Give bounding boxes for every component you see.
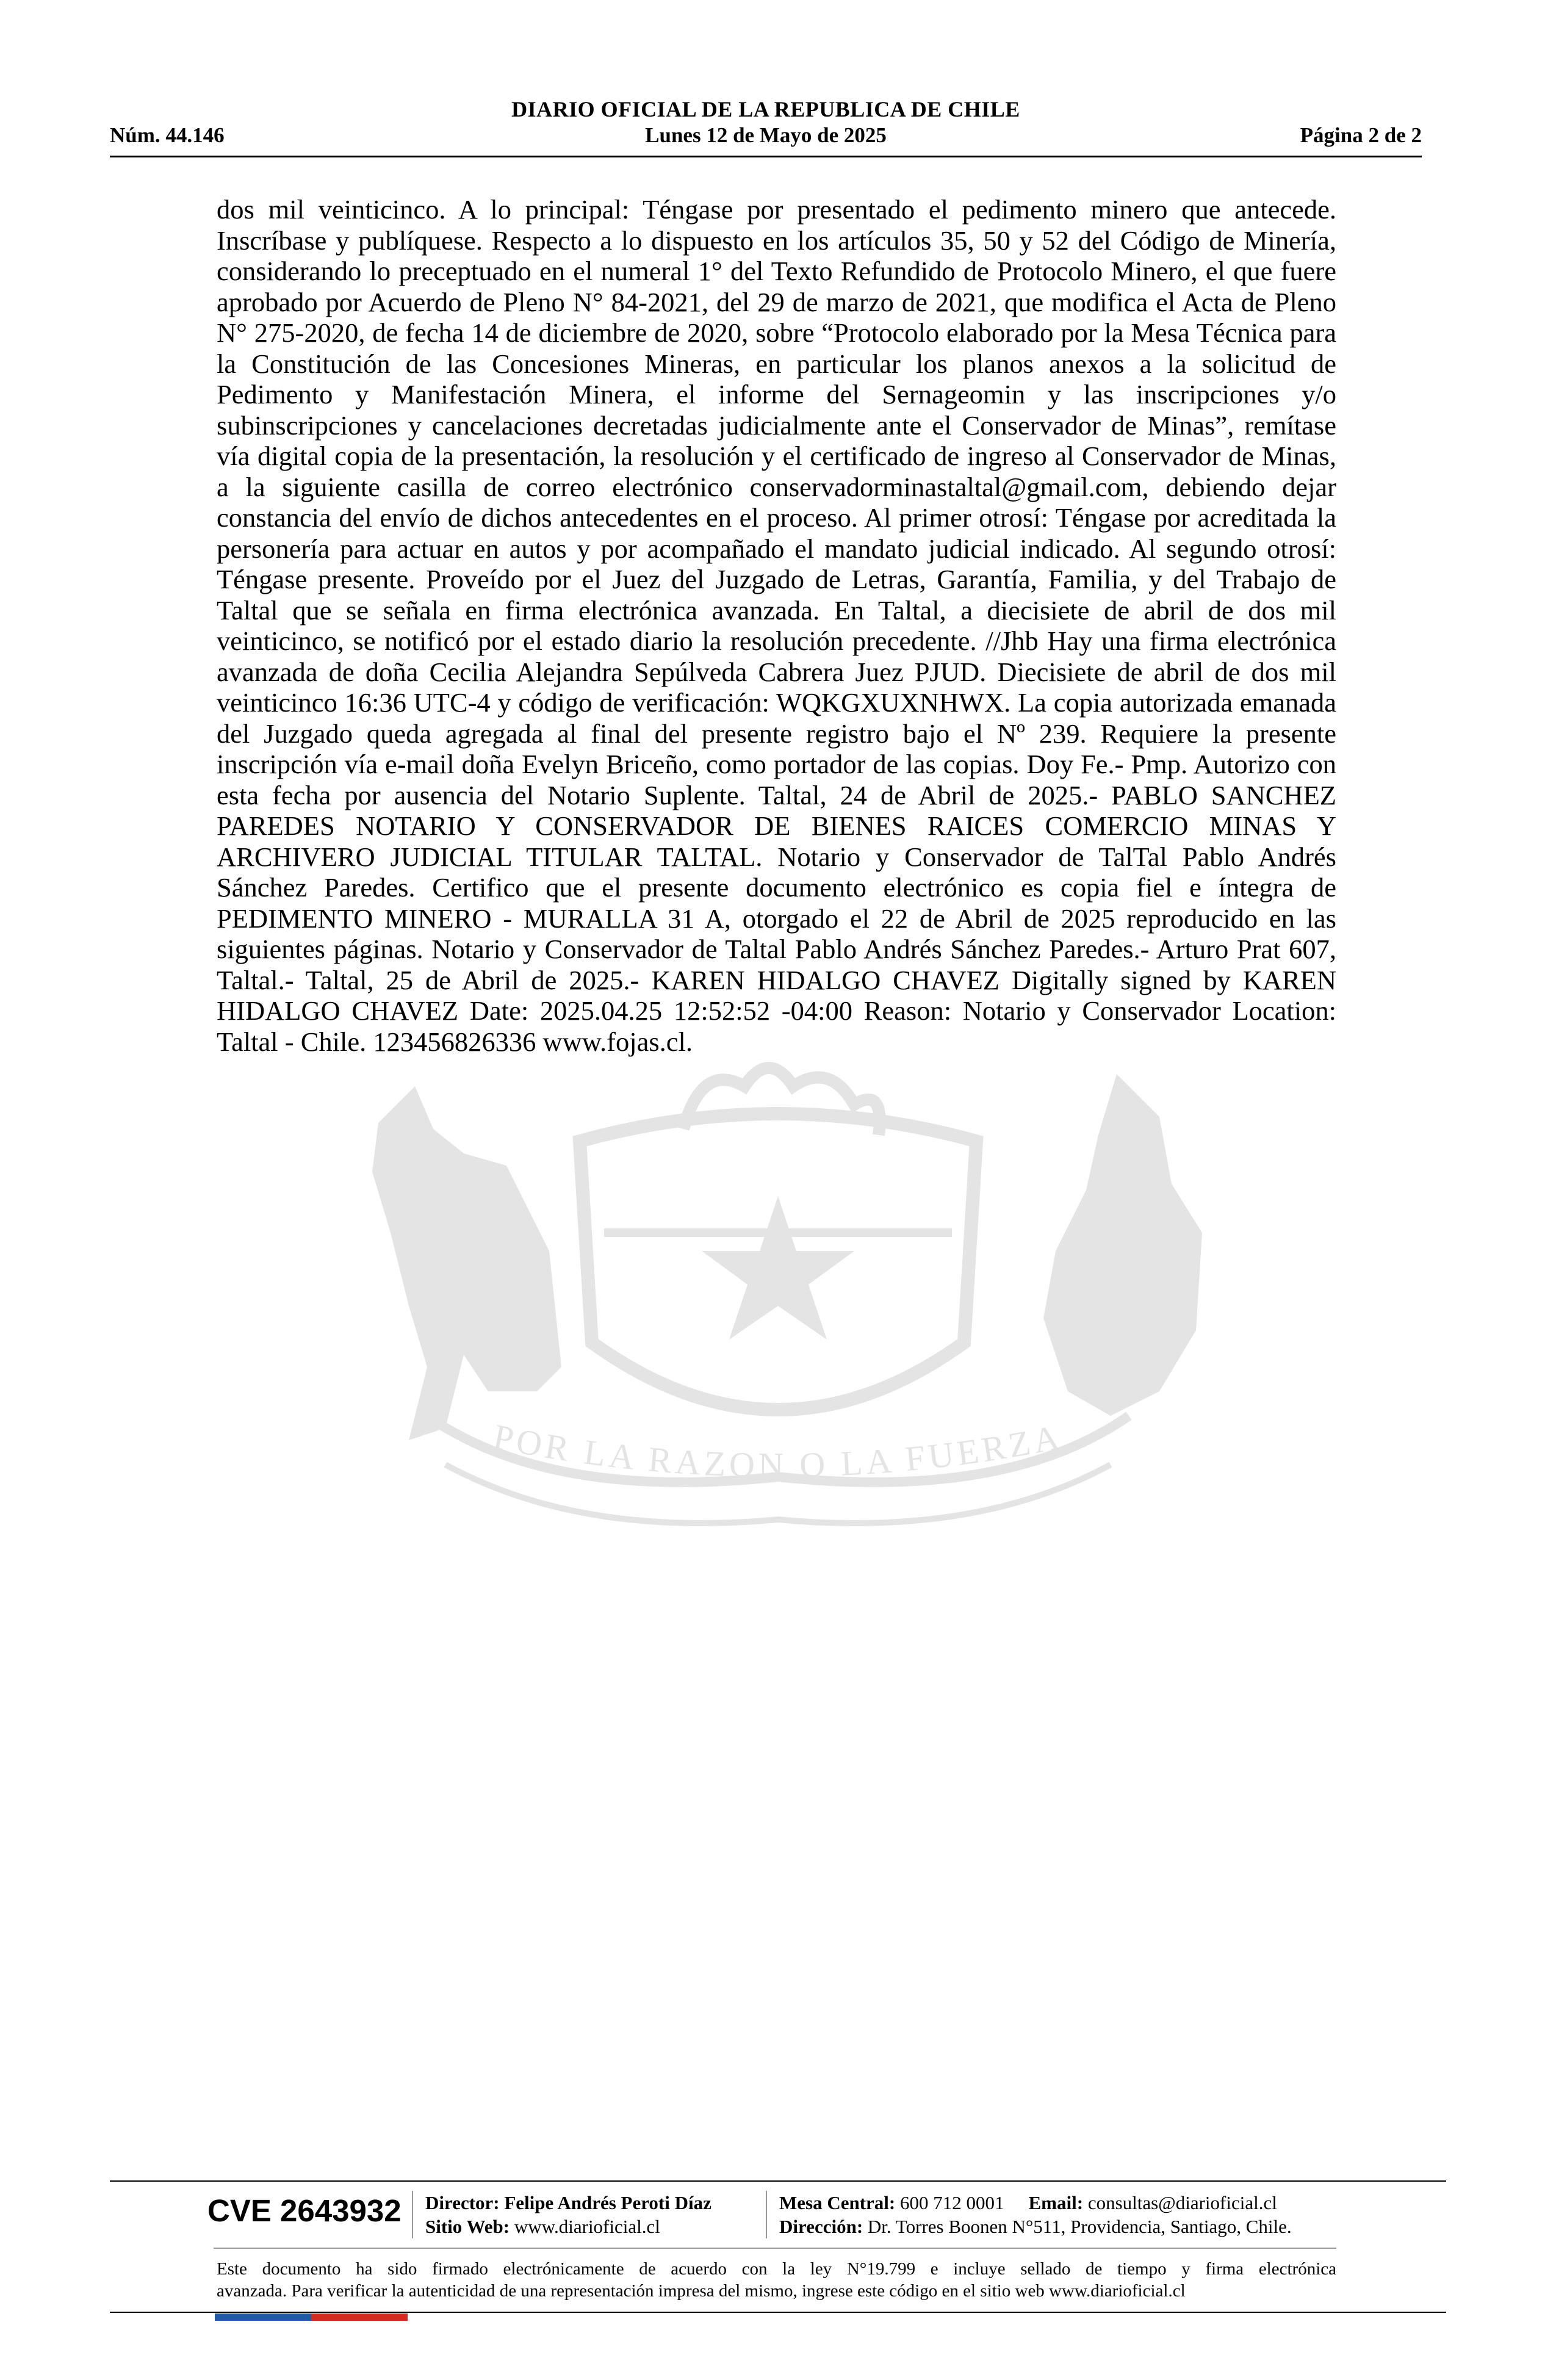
star-icon <box>702 1196 854 1340</box>
coat-of-arms-watermark <box>305 1050 1251 1660</box>
document-body: dos mil veinticinco. A lo principal: Téngase por presentado el pedimento minero que antecede. Inscríbase y publíquese. Respecto a lo dispuesto en los artículos 35, 50 y 52 del Código de Minería, considerando lo preceptuado en el numeral 1° del Texto Refundido de Protocolo Minero, el que fuere aprobado por Acuerdo de Pleno N° 84-2021, del 29 de marzo de 2021, que modifica el Acta de Pleno N° 275-2020, de fecha 14 de diciembre de 2020, sobre “Protocolo elaborado por la Mesa Técnica para la Constitución de las Concesiones Mineras, en particular los planos anexos a la solicitud de Pedimento y Manifestación Minera, el informe del Sernageomin y las inscripciones y/o subinscripciones y cancelaciones decretadas judicialmente ante el Conservador de Minas”, remítase vía digital copia de la presentación, la resolución y el certificado de ingreso al Conservador de Minas, a la siguiente casilla de correo electrónico conservadorminastaltal@gmail.com, debiendo dejar constancia del envío de dichos antecedentes en el proceso. Al primer otrosí: Téngase por acreditada la personería para actuar en autos y por acompañado el mandato judicial indicado. Al segundo otrosí: Téngase presente. Proveído por el Juez del Juzgado de Letras, Garantía, Familia, y del Trabajo de Taltal que se señala en firma electrónica avanzada. En Taltal, a diecisiete de abril de dos mil veinticinco, se notificó por el estado diario la resolución precedente. //Jhb Hay una firma electrónica avanzada de doña Cecilia Alejandra Sepúlveda Cabrera Juez PJUD. Diecisiete de abril de dos mil veinticinco 16:36 UTC-4 y código de verificación: WQKGXUXNHWX. La copia autorizada emanada del Juzgado queda agregada al final del presente registro bajo el Nº 239. Requiere la presente inscripción vía e-mail doña Evelyn Briceño, como portador de las copias. Doy Fe.- Pmp. Autorizo con esta fecha por ausencia del Notario Suplente. Taltal, 24 de Abril de 2025.- PABLO SANCHEZ PAREDES NOTARIO Y CONSERVADOR DE BIENES RAICES COMERCIO MINAS Y ARCHIVERO JUDICIAL TITULAR TALTAL. Notario y Conservador de TalTal Pablo Andrés Sánchez Paredes. Certifico que el presente documento electrónico es copia fiel e íntegra de PEDIMENTO MINERO - MURALLA 31 A, otorgado el 22 de Abril de 2025 reproducido en las siguientes páginas. Notario y Conservador de Taltal Pablo Andrés Sánchez Paredes.- Arturo Prat 607, Taltal.- Taltal, 25 de Abril de 2025.- KAREN HIDALGO CHAVEZ Digitally signed by KAREN HIDALGO CHAVEZ Date: 2025.04.25 12:52:52 -04:00 Reason: Notario y Conservador Location: Taltal - Chile. 123456826336 www.fojas.cl. <box>217 194 1336 1057</box>
website-link[interactable]: www.diarioficial.cl <box>514 2216 660 2237</box>
footer-separator <box>412 2191 413 2238</box>
footer-contact-block <box>779 2191 1292 2238</box>
director-name: Felipe Andrés Peroti Díaz <box>504 2192 711 2213</box>
flag-blue-segment <box>215 2313 311 2321</box>
signature-notice-line: Este documento ha sido firmado electrónicamente de acuerdo con la ley N°19.799 e incluye sellado de tiempo y firma electrónica <box>217 2259 1336 2279</box>
email-label: Email: <box>1028 2192 1084 2213</box>
gazette-title: DIARIO OFICIAL DE LA REPUBLICA DE CHILE <box>511 97 1020 121</box>
email-link[interactable]: consultas@diarioficial.cl <box>1087 2192 1277 2213</box>
phone-number: 600 712 0001 <box>900 2192 1004 2213</box>
motto-text: POR LA RAZON O LA FUERZA <box>490 1416 1066 1485</box>
address-text: Dr. Torres Boonen N°511, Providencia, Santiago, Chile. <box>867 2216 1292 2237</box>
cve-code: CVE 2643932 <box>207 2193 402 2228</box>
footer-top-divider <box>110 2180 1446 2182</box>
condor-icon <box>1043 1074 1202 1416</box>
footer-director-block <box>425 2191 711 2238</box>
footer-separator <box>766 2191 767 2238</box>
issue-number: Núm. 44.146 <box>110 123 225 147</box>
page-header <box>110 92 1422 159</box>
issue-date: Lunes 12 de Mayo de 2025 <box>645 123 887 147</box>
page-indicator: Página 2 de 2 <box>1300 123 1422 147</box>
director-label: Director: <box>425 2192 500 2213</box>
flag-stripe <box>215 2313 408 2321</box>
huemul-icon <box>372 1086 561 1440</box>
signature-notice-line: avanzada. Para verificar la autenticidad de una representación impresa del mismo, ingrese este código en el sitio web www.diarioficial.cl <box>217 2281 1186 2301</box>
phone-label: Mesa Central: <box>779 2192 896 2213</box>
flag-red-segment <box>311 2313 408 2321</box>
website-label: Sitio Web: <box>425 2216 510 2237</box>
address-label: Dirección: <box>779 2216 863 2237</box>
signature-notice <box>217 2258 1336 2302</box>
footer-mid-divider <box>214 2248 1336 2249</box>
footer-bottom-divider <box>110 2312 1446 2313</box>
header-divider <box>110 156 1422 157</box>
